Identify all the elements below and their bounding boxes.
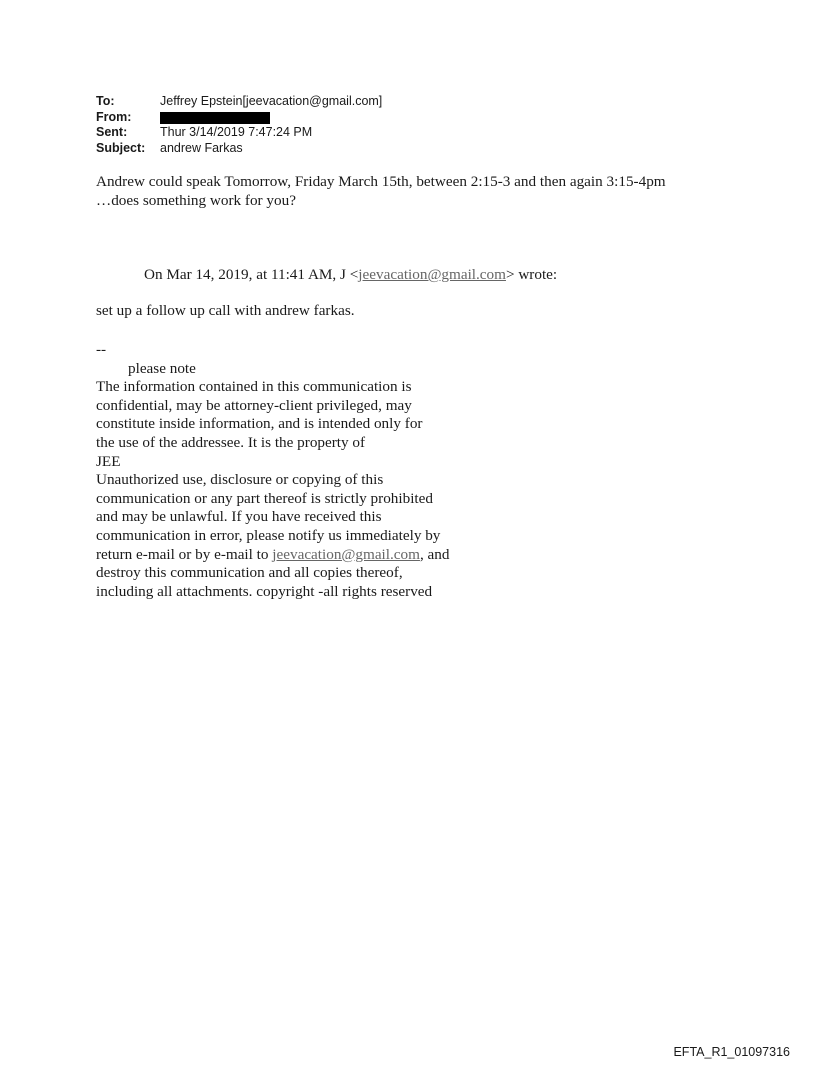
signature-dashes: -- xyxy=(96,341,107,358)
sent-label: Sent: xyxy=(96,125,128,139)
signature-note: please note xyxy=(128,359,196,377)
quote-prefix: On Mar 14, 2019, at 11:41 AM, J < xyxy=(144,266,359,283)
disclaimer-line: communication or any part thereof is strictly prohibited xyxy=(96,489,433,507)
quoted-request: set up a follow up call with andrew farkas. xyxy=(96,302,355,319)
disclaimer-line: confidential, may be attorney-client privileged, may xyxy=(96,396,412,414)
disclaimer-email-suffix: , and xyxy=(419,545,450,563)
disclaimer-line: JEE xyxy=(96,452,121,470)
message-body xyxy=(96,173,666,210)
to-value: Jeffrey Epstein[jeevacation@gmail.com] xyxy=(160,94,383,108)
sent-value: Thur 3/14/2019 7:47:24 PM xyxy=(160,125,313,139)
disclaimer-email-line xyxy=(96,546,449,565)
quote-header xyxy=(144,266,557,285)
body-line-1: Andrew could speak Tomorrow, Friday March 15th, between 2:15-3 and then again 3:15-4pm xyxy=(96,173,666,190)
from-redaction xyxy=(160,112,270,124)
disclaimer-line: and may be unlawful. If you have received this xyxy=(96,508,382,526)
quote-email-link[interactable]: jeevacation@gmail.com xyxy=(358,266,506,283)
disclaimer-line: constitute inside information, and is intended only for xyxy=(96,415,423,433)
disclaimer-line: communication in error, please notify us immediately by xyxy=(96,526,441,544)
disclaimer-email-link[interactable]: jeevacation@gmail.com xyxy=(272,545,420,563)
document-id: EFTA_R1_01097316 xyxy=(673,1045,790,1059)
disclaimer-line: the use of the addressee. It is the property of xyxy=(96,433,366,451)
subject-label: Subject: xyxy=(96,140,146,155)
body-line-2: …does something work for you? xyxy=(96,191,296,209)
subject-value: andrew Farkas xyxy=(160,140,243,155)
disclaimer-line: The information contained in this communication is xyxy=(96,378,412,396)
disclaimer-email-prefix: return e-mail or by e-mail to xyxy=(96,545,273,563)
disclaimer-line: Unauthorized use, disclosure or copying of this xyxy=(96,471,384,489)
to-label: To: xyxy=(96,94,115,108)
from-label: From: xyxy=(96,109,132,124)
disclaimer-line: destroy this communication and all copies thereof, xyxy=(96,564,403,582)
signature-block xyxy=(96,341,449,601)
disclaimer-line: including all attachments. copyright -all rights reserved xyxy=(96,582,433,600)
quote-suffix: > wrote: xyxy=(505,266,558,283)
